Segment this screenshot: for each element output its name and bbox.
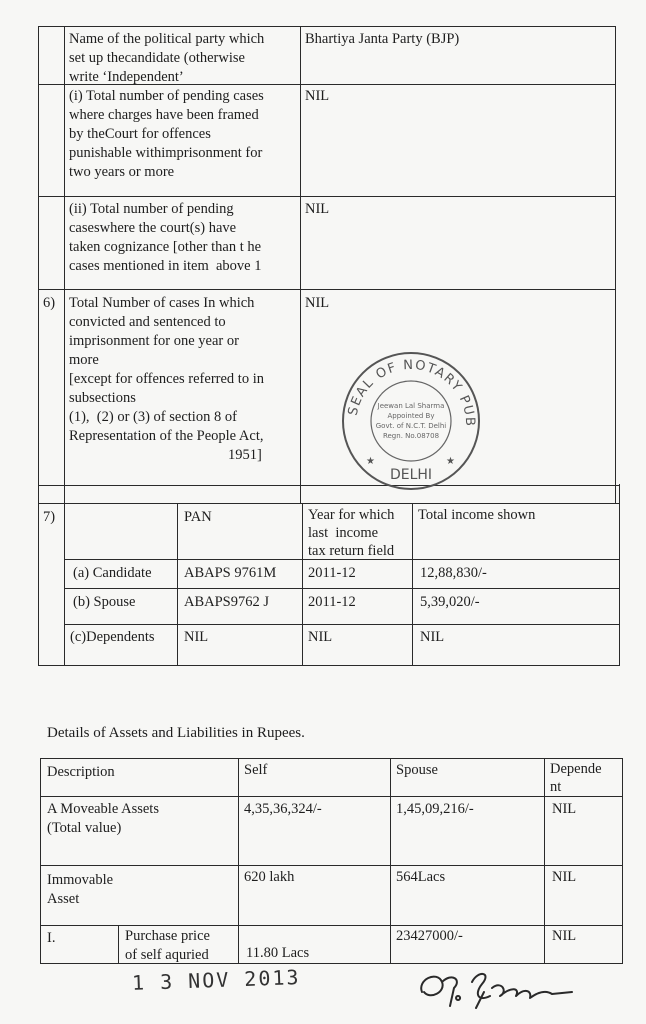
- purchase-price-spouse: 23427000/-: [396, 928, 463, 944]
- seal-star-right-icon: ★: [446, 456, 455, 467]
- signature: [412, 962, 592, 1012]
- income-row-spouse-pan: ABAPS9762 J: [184, 594, 270, 610]
- handwritten-signature-graphic: [412, 962, 592, 1012]
- purchase-price-label: Purchase price of self aquried: [125, 928, 210, 963]
- purchase-price-dependent: NIL: [552, 928, 577, 944]
- date-stamp: 1 3 NOV 2013: [131, 965, 301, 995]
- seal-line-2: Appointed By: [387, 412, 435, 420]
- income-row-candidate-year: 2011-12: [308, 565, 356, 581]
- income-header-year: Year for which last income tax return field: [308, 507, 395, 559]
- seal-line-1: Jeewan Lal Sharma: [377, 402, 445, 410]
- moveable-assets-label: A Moveable Assets (Total value): [47, 801, 159, 836]
- pending-cases-cognizance-label: (ii) Total number of pending caseswhere the court(s) have taken cognizance [other than t he cases mentioned in item above 1: [69, 201, 262, 274]
- party-value: Bhartiya Janta Party (BJP): [305, 31, 460, 47]
- immovable-asset-dependent: NIL: [552, 869, 577, 885]
- purchase-price-self: 11.80 Lacs: [246, 945, 310, 961]
- income-row-candidate-income: 12,88,830/-: [420, 565, 487, 581]
- notary-seal-graphic: [336, 346, 486, 496]
- income-row-spouse-label: (b) Spouse: [73, 594, 136, 610]
- moveable-assets-self: 4,35,36,324/-: [244, 801, 322, 817]
- income-row-spouse-year: 2011-12: [308, 594, 356, 610]
- party-label: Name of the political party which set up thecandidate (otherwise write ‘Independent’: [69, 31, 265, 85]
- income-row-spouse-income: 5,39,020/-: [420, 594, 480, 610]
- seal-star-left-icon: ★: [366, 456, 375, 467]
- immovable-asset-self: 620 lakh: [244, 869, 295, 885]
- convicted-cases-label: Total Number of cases In which convicted and sentenced to imprisonment for one year or more [except for offences referred to in subsections (1), (2) or (3) of section 8 of Representation of the People Act,: [69, 295, 264, 444]
- immovable-asset-label: Immovable Asset: [47, 872, 114, 907]
- income-row-dependents-year: NIL: [308, 629, 333, 645]
- convicted-cases-value: NIL: [305, 295, 330, 311]
- notary-seal: [336, 346, 486, 496]
- moveable-assets-spouse: 1,45,09,216/-: [396, 801, 474, 817]
- seal-line-4: Regn. No.08708: [382, 432, 440, 440]
- income-header-total: Total income shown: [418, 507, 536, 523]
- immovable-asset-spouse: 564Lacs: [396, 869, 446, 885]
- income-row-dependents-label: (c)Dependents: [70, 629, 155, 645]
- seal-line-3: Govt. of N.C.T. Delhi: [375, 422, 447, 430]
- pending-cases-cognizance-value: NIL: [305, 201, 330, 217]
- pending-cases-framed-value: NIL: [305, 88, 330, 104]
- purchase-price-number: I.: [47, 930, 56, 946]
- assets-header-spouse: Spouse: [396, 762, 438, 778]
- item-number-6: 6): [43, 295, 56, 311]
- assets-header-dependent: Depende nt: [550, 761, 602, 795]
- income-row-dependents-pan: NIL: [184, 629, 209, 645]
- item-number-7: 7): [43, 509, 56, 525]
- income-row-candidate-pan: ABAPS 9761M: [184, 565, 277, 581]
- assets-heading: Details of Assets and Liabilities in Rupees.: [47, 725, 305, 741]
- income-row-candidate-label: (a) Candidate: [73, 565, 152, 581]
- income-header-pan: PAN: [184, 509, 212, 525]
- assets-header-self: Self: [244, 762, 268, 778]
- convicted-cases-label-end: 1951]: [228, 447, 262, 463]
- income-row-dependents-income: NIL: [420, 629, 445, 645]
- seal-city: DELHI: [389, 467, 433, 483]
- moveable-assets-dependent: NIL: [552, 801, 577, 817]
- seal-ring-text: SEAL OF NOTARY PUB: [345, 357, 478, 428]
- pending-cases-framed-label: (i) Total number of pending cases where charges have been framed by theCourt for offences punishable withimprisonment for two years or more: [69, 88, 264, 180]
- assets-header-description: Description: [47, 764, 115, 780]
